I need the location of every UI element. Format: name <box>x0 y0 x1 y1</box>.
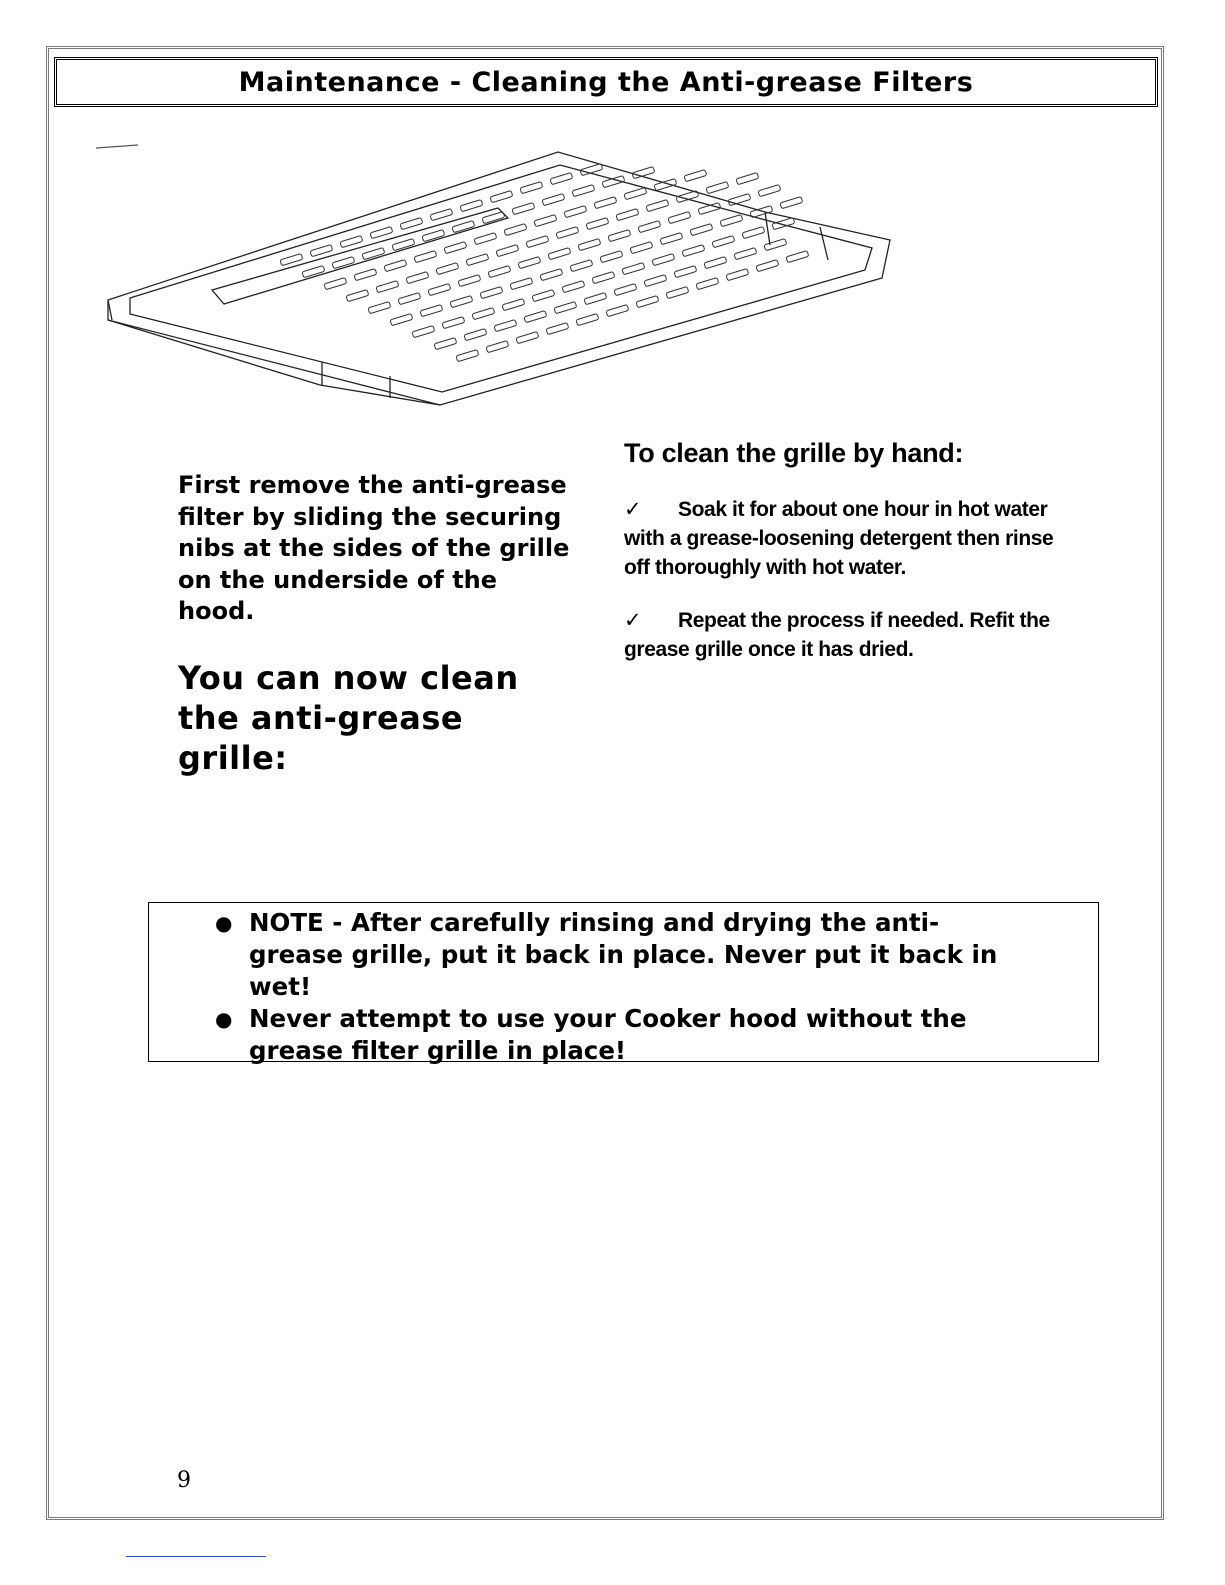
filter-slot <box>324 278 347 290</box>
filter-slot <box>548 248 571 260</box>
filter-slot <box>570 260 593 272</box>
filter-slot <box>624 188 647 200</box>
filter-slot <box>594 197 617 209</box>
filter-slot <box>668 212 691 224</box>
filter-slot <box>362 248 385 260</box>
hand-clean-heading: To clean the grille by hand: <box>624 438 964 468</box>
filter-slot <box>562 281 585 293</box>
filter-slot <box>398 293 421 305</box>
filter-slot <box>578 239 601 251</box>
filter-slot <box>554 302 577 314</box>
filter-slot <box>606 305 629 317</box>
filter-slot <box>510 278 533 290</box>
filter-slot <box>696 278 719 290</box>
filter-slot <box>630 242 653 254</box>
filter-slot <box>444 242 467 254</box>
footer-link-underline[interactable] <box>126 1556 266 1557</box>
filter-slot <box>488 266 511 278</box>
filter-slot <box>524 311 547 323</box>
filter-slot <box>332 257 355 269</box>
filter-slot <box>464 329 487 341</box>
filter-slot <box>420 305 443 317</box>
filter-slot <box>682 245 705 257</box>
filter-slot <box>486 341 509 353</box>
filter-slot <box>456 350 479 362</box>
filter-slot <box>532 290 555 302</box>
check-icon: ✓ <box>624 609 642 632</box>
note-list <box>149 907 1098 1067</box>
filter-slot <box>564 206 587 218</box>
filter-slot <box>616 209 639 221</box>
filter-slot <box>712 236 735 248</box>
clean-callout: You can now clean the anti-grease grille: <box>178 658 519 777</box>
filter-slot <box>496 245 519 257</box>
filter-slot <box>490 191 513 203</box>
filter-slot <box>546 323 569 335</box>
filter-slot <box>786 251 809 263</box>
filter-slot <box>384 260 407 272</box>
filter-slot <box>414 251 437 263</box>
filter-slot <box>460 200 483 212</box>
filter-slot <box>674 266 697 278</box>
clean-step-text: Soak it for about one hour in hot water with a grease-loosening detergent then rinse off thoroughly with hot water. <box>624 498 1054 579</box>
filter-slot <box>520 182 543 194</box>
filter-slot <box>434 338 457 350</box>
note-box <box>148 902 1099 1065</box>
filter-slot <box>556 227 579 239</box>
filter-slot <box>518 257 541 269</box>
filter-slot <box>646 200 669 212</box>
filter-slot <box>750 206 773 218</box>
filter-slot <box>430 209 453 221</box>
clean-step <box>624 495 1054 582</box>
left-column <box>178 470 578 778</box>
filter-slot <box>772 218 795 230</box>
note-text: Never attempt to use your Cooker hood without the grease filter grille in place! <box>249 1004 967 1065</box>
filter-slot <box>614 284 637 296</box>
check-icon: ✓ <box>624 498 642 521</box>
filter-slot <box>504 224 527 236</box>
filter-slot <box>280 254 303 266</box>
filter-slot <box>764 239 787 251</box>
filter-slot <box>586 218 609 230</box>
filter-slot <box>666 287 689 299</box>
page-title: Maintenance - Cleaning the Anti-grease Filters <box>54 57 1158 107</box>
filter-slot <box>474 233 497 245</box>
filter-slot <box>412 326 435 338</box>
filter-slot <box>660 233 683 245</box>
filter-slot <box>392 239 415 251</box>
filter-slot <box>758 185 781 197</box>
filter-slot <box>472 308 495 320</box>
note-item <box>215 1003 1009 1067</box>
filter-slot <box>368 302 391 314</box>
filter-slot <box>480 287 503 299</box>
filter-slot <box>436 263 459 275</box>
note-item <box>215 907 1009 1003</box>
filter-slot <box>526 236 549 248</box>
filter-slot <box>376 281 399 293</box>
filter-slot <box>608 230 631 242</box>
filter-slot <box>780 197 803 209</box>
filter-slot <box>450 296 473 308</box>
filter-slot <box>494 320 517 332</box>
filter-slot <box>390 314 413 326</box>
grease-filter-illustration <box>90 130 900 420</box>
filter-slot <box>502 299 525 311</box>
filter-slot <box>644 275 667 287</box>
filter-slot <box>704 257 727 269</box>
filter-slot <box>600 251 623 263</box>
filter-slot <box>340 236 363 248</box>
filter-slot <box>576 314 599 326</box>
filter-slot <box>516 332 539 344</box>
filter-slot <box>726 269 749 281</box>
note-text: NOTE - After carefully rinsing and drying the anti-grease grille, put it back in place. Never put it back in wet! <box>249 908 998 1001</box>
filter-slot <box>302 266 325 278</box>
right-column <box>624 438 1054 688</box>
filter-slot <box>756 260 779 272</box>
filter-slot <box>542 194 565 206</box>
filter-slot <box>572 185 595 197</box>
filter-slot <box>540 269 563 281</box>
filter-slot <box>550 173 573 185</box>
bullet-icon: ● <box>215 1007 233 1031</box>
filter-slot <box>736 173 759 185</box>
page-number: 9 <box>177 1468 191 1493</box>
filter-slot <box>706 182 729 194</box>
filter-slot <box>638 221 661 233</box>
filter-slot <box>428 284 451 296</box>
clean-step-text: Repeat the process if needed. Refit the grease grille once it has dried. <box>624 609 1050 661</box>
filter-slot <box>310 245 333 257</box>
filter-slot <box>592 272 615 284</box>
filter-slot <box>742 227 765 239</box>
filter-slot <box>458 275 481 287</box>
filter-slot <box>400 218 423 230</box>
filter-slot <box>370 227 393 239</box>
filter-slot <box>690 224 713 236</box>
filter-slot <box>684 170 707 182</box>
filter-slot <box>466 254 489 266</box>
filter-slot <box>622 263 645 275</box>
clean-step <box>624 606 1054 664</box>
filter-slot <box>636 296 659 308</box>
filter-slot <box>734 248 757 260</box>
filter-slot <box>346 290 369 302</box>
filter-slot <box>354 269 377 281</box>
bullet-icon: ● <box>215 911 233 935</box>
removal-instruction: First remove the anti-grease filter by sliding the securing nibs at the sides of the grille on the underside of the hood. <box>178 471 570 625</box>
filter-slot <box>720 215 743 227</box>
filter-slot <box>534 215 557 227</box>
filter-slot <box>512 203 535 215</box>
filter-slot <box>406 272 429 284</box>
filter-slot <box>652 254 675 266</box>
filter-slot <box>584 293 607 305</box>
filter-slot <box>442 317 465 329</box>
